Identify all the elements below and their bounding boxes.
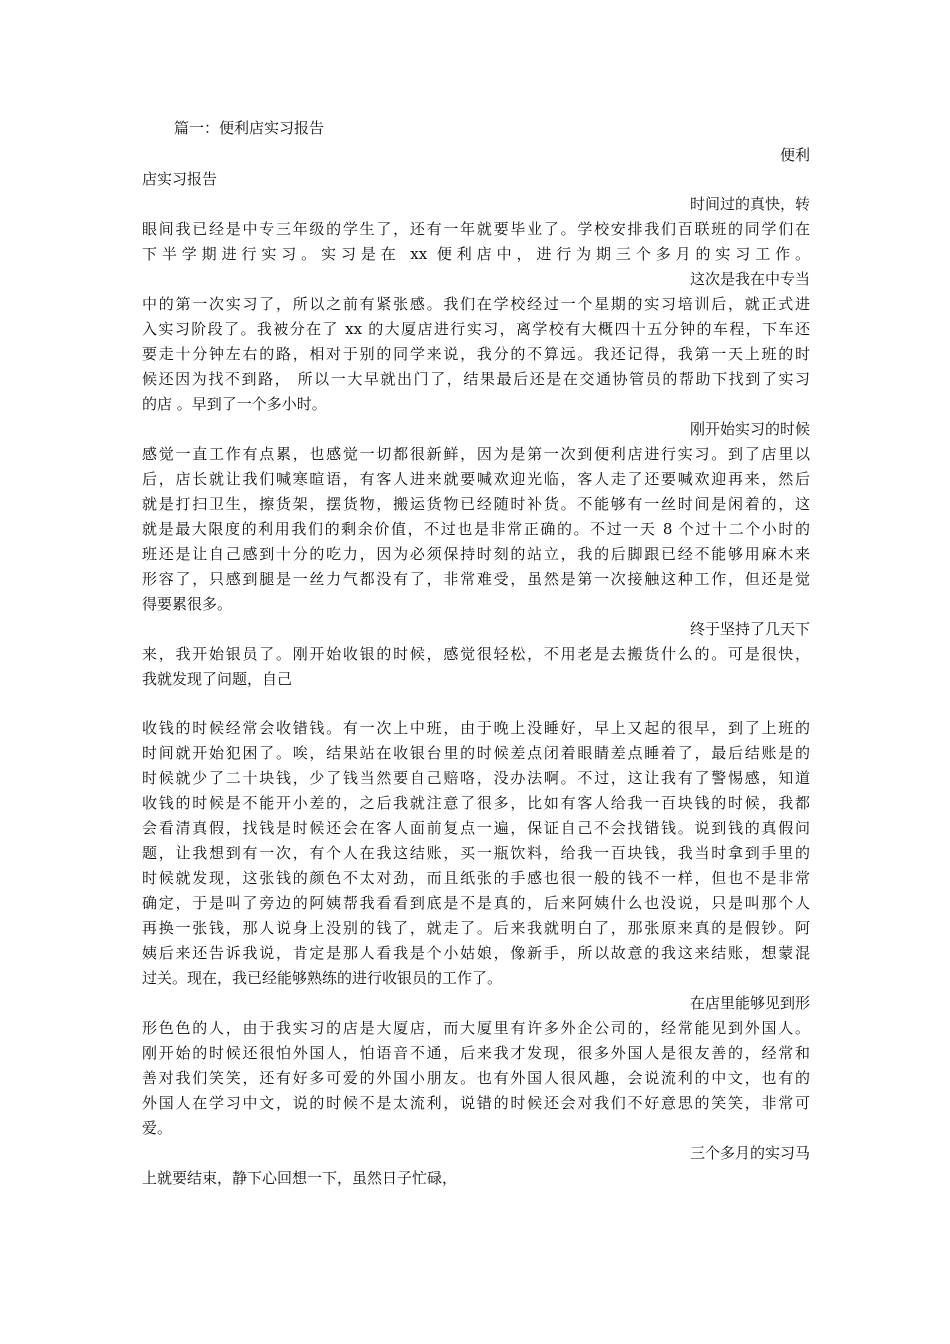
- text-line: 形色色的人，由于我实习的店是大厦店，而大厦里有许多外企公司的，经常能见到外国人。: [142, 1019, 810, 1037]
- text-line: 来，我开始银员了。刚开始收银的时候，感觉很轻松，不用老是去搬货什么的。可是很快，: [142, 645, 810, 663]
- text-line: 就是打扫卫生，擦货架，摆货物，搬运货物已经随时补货。不能够有一丝时间是闲着的，这: [142, 495, 810, 513]
- text-line: 这次是我在中专当: [689, 270, 810, 288]
- text-line: 时候就少了二十块钱，少了钱当然要自己赔咯，没办法啊。不过，这让我有了警惕感，知道: [142, 769, 810, 787]
- text-line: 收钱的时候经常会收错钱。有一次上中班，由于晚上没睡好，早上又起的很早，到了上班的: [142, 719, 810, 737]
- text-line: 过关。现在，我已经能够熟练的进行收银员的工作了。: [142, 969, 503, 987]
- text-line: 姨后来还告诉我说，肯定是那人看我是个小姑娘，像新手，所以故意的我这来结账，想蒙混: [142, 944, 810, 962]
- text-line: 时候就发现，这张钱的颜色不太对劲，而且纸张的手感也很一般的钱不一样，但也不是非常: [142, 869, 810, 887]
- text-line: 上就要结束，静下心回想一下，虽然日子忙碌，: [142, 1169, 458, 1187]
- text-line: 时间就开始犯困了。唉，结果站在收银台里的时候差点闭着眼睛差点睡着了，最后结账是的: [142, 744, 810, 762]
- text-line: 就是最大限度的利用我们的剩余价值，不过也是非常正确的。不过一天 8 个过十二个小时的: [142, 520, 810, 538]
- text-line: 再换一张钱，那人说身上没别的钱了，就走了。后来我就明白了，那张原来真的是假钞。阿: [142, 919, 810, 937]
- text-line: 题，让我想到有一次，有个人在我这结账，买一瓶饮料，给我一百块钱，我当时拿到手里的: [142, 844, 810, 862]
- text-line: 确定，于是叫了旁边的阿姨帮我看看到底是不是真的，后来阿姨什么也没说，只是叫那个人: [142, 894, 810, 912]
- text-line: 时间过的真快，转: [689, 195, 810, 213]
- text-line: 的店 。早到了一个多小时。: [142, 395, 327, 413]
- text-line: 班还是让自己感到十分的吃力，因为必须保持时刻的站立，我的后脚跟已经不能够用麻木来: [142, 545, 810, 563]
- text-line: 下半学期进行实习。实习是在 xx 便利店中，进行为期三个多月的实习工作。: [142, 245, 810, 263]
- text-line: 收钱的时候是不能开小差的，之后我就注意了很多，比如有客人给我一百块钱的时候，我都: [142, 794, 810, 812]
- text-line: 感觉一直工作有点累，也感觉一切都很新鲜，因为是第一次到便利店进行实习。到了店里以: [142, 445, 810, 463]
- text-line: 我就发现了问题，自己: [142, 670, 293, 688]
- text-line: 外国人在学习中文，说的时候不是太流利，说错的时候还会对我们不好意思的笑笑，非常可: [142, 1094, 810, 1112]
- text-line: 候还因为找不到路， 所以一大早就出门了，结果最后还是在交通协管员的帮助下找到了实习: [142, 370, 810, 388]
- text-line: 便利: [779, 146, 810, 164]
- document-page: [142, 0, 810, 1344]
- text-line: 爱。: [142, 1119, 173, 1137]
- text-line: 得要累很多。: [142, 595, 233, 613]
- text-line: 在店里能够见到形: [689, 994, 810, 1012]
- text-line: 要走十分钟左右的路，相对于别的同学来说，我分的不算远。我还记得，我第一天上班的时: [142, 345, 810, 363]
- text-line: 店实习报告: [142, 170, 218, 188]
- text-line: 后，店长就让我们喊寒暄语，有客人进来就要喊欢迎光临，客人走了还要喊欢迎再来，然后: [142, 470, 810, 488]
- text-line: 眼间我已经是中专三年级的学生了，还有一年就要毕业了。学校安排我们百联班的同学们在: [142, 220, 810, 238]
- text-line: 形容了，只感到腿是一丝力气都没有了，非常难受，虽然是第一次接触这种工作，但还是觉: [142, 570, 810, 588]
- text-line: 善对我们笑笑，还有好多可爱的外国小朋友。也有外国人很风趣，会说流利的中文，也有的: [142, 1069, 810, 1087]
- text-line: 三个多月的实习马: [689, 1144, 810, 1162]
- text-line: 入实习阶段了。我被分在了 xx 的大厦店进行实习，离学校有大概四十五分钟的车程，下车还: [142, 320, 810, 338]
- text-line: 终于坚持了几天下: [689, 620, 810, 638]
- text-line: 刚开始实习的时候: [689, 420, 810, 438]
- text-line: 刚开始的时候还很怕外国人，怕语音不通，后来我才发现，很多外国人是很友善的，经常和: [142, 1044, 810, 1062]
- text-line: 中的第一次实习了，所以之前有紧张感。我们在学校经过一个星期的实习培训后，就正式进: [142, 295, 810, 313]
- text-line: 会看清真假，找钱是时候还会在客人面前复点一遍，保证自己不会找错钱。说到钱的真假问: [142, 819, 810, 837]
- document-title: 篇一：便利店实习报告: [174, 119, 325, 137]
